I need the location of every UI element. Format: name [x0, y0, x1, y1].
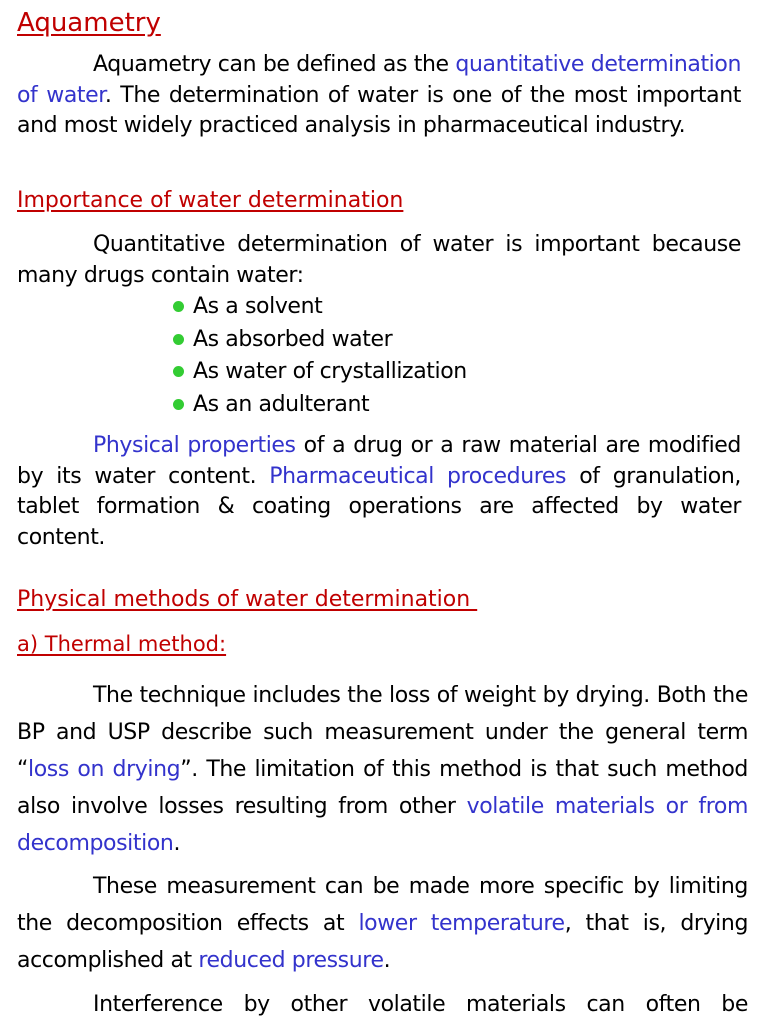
paragraph-physical-properties [17, 431, 741, 553]
text-run: of a drug or a raw material are modified by its water content. [17, 433, 741, 489]
bullet-dot-icon [173, 301, 184, 312]
heading-importance: Importance of water determination [17, 188, 404, 213]
highlight-physical-properties: Physical properties [93, 433, 296, 458]
text-run: . The determination of water is one of the most important and most widely practiced analysis in pharmaceutical industry. [17, 82, 741, 138]
text-run: ”. The limitation of this method is that such method also involve losses resulting from other [17, 757, 748, 819]
bullet-dot-icon [173, 334, 184, 345]
text-run: , that is, drying accomplished at [17, 911, 749, 973]
text-run: The technique includes the loss of weight by drying. Both the BP and USP describe such measurement under the general term “ [17, 683, 748, 782]
heading-thermal-method: a) Thermal method: [17, 632, 227, 656]
list-item-label: As absorbed water [193, 326, 393, 352]
highlight-reduced-pressure: reduced pressure [198, 948, 384, 973]
highlight-lower-temperature: lower temperature [358, 911, 565, 936]
paragraph-importance: Quantitative determination of water is important because many drugs contain water: [17, 232, 741, 288]
list-item [173, 291, 467, 324]
text-run: . [383, 948, 391, 973]
list-item [173, 389, 467, 422]
bullet-dot-icon [173, 399, 184, 410]
highlight-loss-on-drying: loss on drying [28, 757, 181, 782]
list-item [173, 356, 467, 389]
list-item-label: As water of crystallization [193, 359, 467, 385]
highlight-volatile-materials: volatile materials or from decomposition [17, 794, 748, 856]
bullet-dot-icon [173, 366, 184, 377]
bullet-list-water-forms [173, 291, 467, 422]
text-run: of granulation, tablet formation & coating operations are affected by water content. [17, 463, 742, 550]
text-run: Aquametry can be defined as the [93, 52, 456, 77]
paragraph-aquametry-definition [17, 50, 741, 142]
highlight-quantitative-determination: quantitative determination of water [17, 52, 741, 108]
text-run: . [173, 831, 181, 856]
text-run: These measurement can be made more specific by limiting the decomposition effects at [17, 874, 748, 936]
list-item-label: As a solvent [193, 294, 323, 319]
highlight-pharmaceutical-procedures: Pharmaceutical procedures [269, 463, 567, 489]
paragraph-interference: Interference by other volatile materials can often be [93, 992, 748, 1017]
heading-physical-methods: Physical methods of water determination [17, 587, 478, 612]
paragraph-thermal-method [17, 677, 748, 862]
paragraph-measurement-specific [17, 868, 748, 979]
list-item [173, 324, 467, 357]
list-item-label: As an adulterant [193, 392, 370, 418]
heading-aquametry: Aquametry [17, 8, 161, 38]
